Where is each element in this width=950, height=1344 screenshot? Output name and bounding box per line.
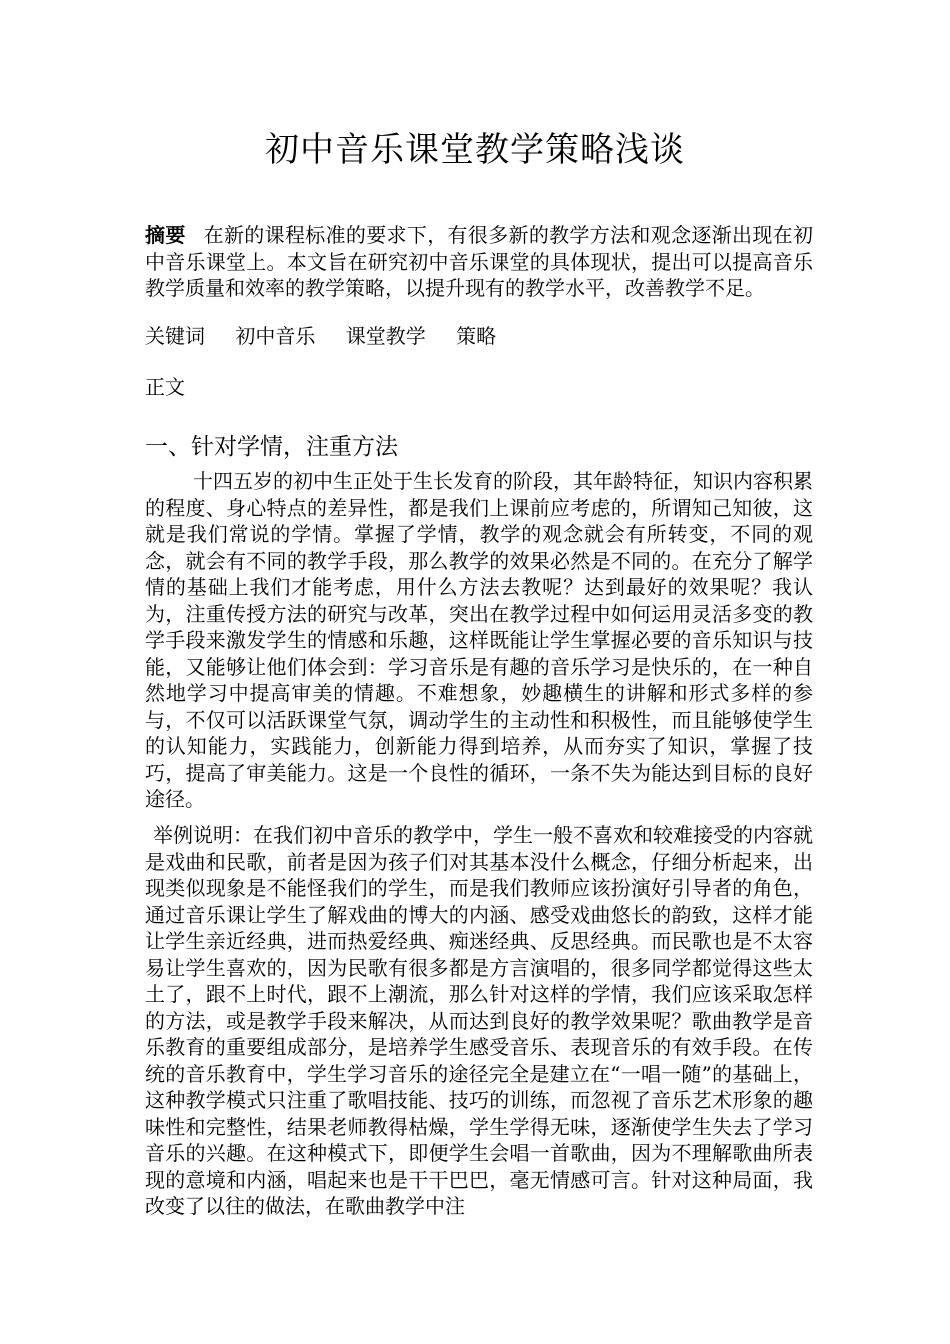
section-heading: 一、针对学情，注重方法: [145, 434, 398, 460]
abstract-text: 在新的课程标准的要求下，有很多新的教学方法和观念逐渐出现在初中音乐课堂上。本文旨在研究初中音乐课堂的具体现状，提出可以提高音乐教学质量和效率的教学策略，以提升现有的教学水平，改善教学不足。: [145, 223, 814, 300]
keywords-label: 关键词: [145, 324, 205, 348]
keywords: [145, 323, 520, 350]
keyword-item: 初中音乐: [235, 324, 316, 348]
abstract: [145, 222, 813, 302]
abstract-label: 摘要: [145, 223, 186, 247]
paragraph: 十四五岁的初中生正处于生长发育的阶段，其年龄特征，知识内容积累的程度、身心特点的差异性，都是我们上课前应考虑的，所谓知己知彼，这就是我们常说的学情。掌握了学情，教学的观念就会有所转变，不同的观念，就会有不同的教学手段，那么教学的效果必然是不同的。在充分了解学情的基础上我们才能考虑，用什么方法去教呢？达到最好的效果呢？我认为，注重传授方法的研究与改革，突出在教学过程中如何运用灵活多变的教学手段来激发学生的情感和乐趣，这样既能让学生掌握必要的音乐知识与技能，又能够让他们体会到：学习音乐是有趣的音乐学习是快乐的，在一种自然地学习中提高审美的情趣。不难想象，妙趣横生的讲解和形式多样的参与，不仅可以活跃课堂气氛，调动学生的主动性和积极性，而且能够使学生的认知能力，实践能力，创新能力得到培养，从而夯实了知识，掌握了技巧，提高了审美能力。这是一个良性的循环，一条不失为能达到目标的良好途径。: [145, 469, 813, 811]
keyword-item: 课堂教学: [345, 324, 426, 348]
document-title: 初中音乐课堂教学策略浅谈: [265, 130, 685, 170]
keyword-item: 策略: [456, 324, 497, 348]
paragraph: 举例说明：在我们初中音乐的教学中，学生一般不喜欢和较难接受的内容就是戏曲和民歌，前者是因为孩子们对其基本没什么概念，仔细分析起来，出现类似现象是不能怪我们的学生，而是我们教师应该扮演好引导者的角色，通过音乐课让学生了解戏曲的博大的内涵、感受戏曲悠长的韵致，这样才能让学生亲近经典，进而热爱经典、痴迷经典、反思经典。而民歌也是不太容易让学生喜欢的，因为民歌有很多都是方言演唱的，很多同学都觉得这些太土了，跟不上时代，跟不上潮流，那么针对这样的学情，我们应该采取怎样的方法，或是教学手段来解决，从而达到良好的教学效果呢？歌曲教学是音乐教育的重要组成部分，是培养学生感受音乐、表现音乐的有效手段。在传统的音乐教育中，学生学习音乐的途径完全是建立在“一唱一随”的基础上，这种教学模式只注重了歌唱技能、技巧的训练，而忽视了音乐艺术形象的趣味性和完整性，结果老师教得枯燥，学生学得无味，逐渐使学生失去了学习音乐的兴趣。在这种模式下，即便学生会唱一首歌曲，因为不理解歌曲所表现的意境和内涵，唱起来也是干干巴巴，毫无情感可言。针对这种局面，我改变了以往的做法，在歌曲教学中注: [145, 823, 813, 1218]
body-label: 正文: [145, 375, 185, 399]
